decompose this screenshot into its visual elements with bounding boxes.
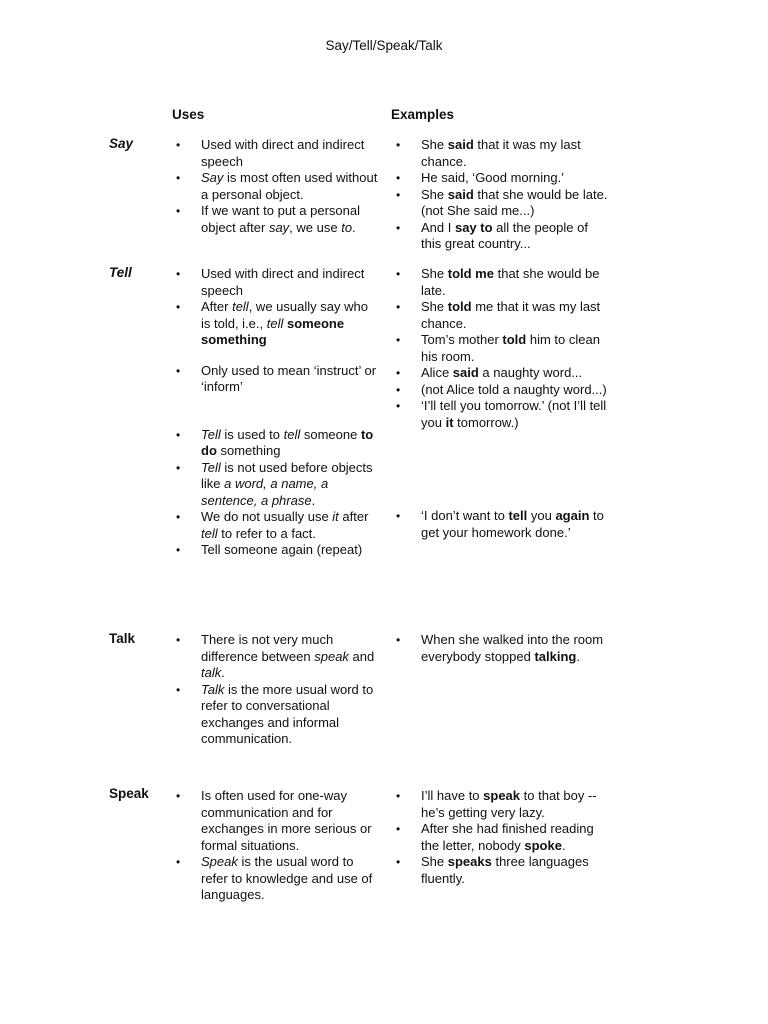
bullet-item [174, 299, 379, 349]
text-run: to refer to a fact. [217, 525, 316, 541]
say-examples-list [394, 137, 609, 253]
text-run: speaks [447, 854, 492, 869]
text-run: She [421, 137, 448, 152]
bullet-icon: • [396, 822, 401, 836]
header-examples: Examples [391, 107, 455, 122]
bullet-icon: • [176, 682, 181, 697]
bullet-item [394, 137, 609, 170]
text-run: someone something [201, 315, 345, 347]
text-run: that she would be late. (not She said me...) [421, 186, 608, 218]
speak-uses-list [174, 788, 379, 904]
text-run: is not used before objects like [201, 459, 373, 491]
text-run: someone [300, 426, 361, 442]
text-run: after [338, 509, 369, 524]
bullet-icon: • [176, 171, 181, 185]
bullet-icon: • [396, 366, 401, 380]
text-run: Say [201, 170, 224, 185]
bullet-item [394, 821, 609, 854]
bullet-item [174, 203, 379, 236]
text-run: to get your homework done.’ [421, 508, 604, 540]
text-run: told [502, 332, 527, 347]
text-run: ‘I’ll tell you tomorrow.’ (not I’ll tell you [421, 398, 607, 430]
text-run: said [447, 186, 474, 202]
text-run: told me [447, 266, 494, 281]
bullet-item [174, 632, 379, 682]
text-run: is most often used without a personal object. [201, 170, 378, 202]
text-run: said [452, 365, 479, 380]
bullet-icon: • [396, 382, 401, 397]
bullet-item [174, 788, 379, 854]
bullet-icon: • [176, 363, 181, 378]
text-run: Talk [201, 681, 225, 697]
text-run: After [201, 299, 233, 314]
page-title: Say/Tell/Speak/Talk [325, 38, 443, 53]
row-label-talk: Talk [109, 631, 136, 646]
text-run: Only used to mean ‘instruct’ or ‘inform’ [201, 362, 377, 394]
text-run: Tell [201, 459, 221, 475]
bullet-icon: • [176, 267, 181, 281]
text-run: She [421, 854, 448, 869]
bullet-item [394, 398, 609, 431]
text-run: say [268, 219, 290, 235]
bullet-item [174, 542, 379, 559]
bullet-item [394, 788, 609, 821]
text-run: I’ll have to [421, 788, 484, 803]
text-run: She [421, 299, 448, 314]
bullet-icon: • [176, 204, 181, 218]
text-run: Used with direct and indirect speech [201, 137, 365, 169]
text-run: to do [201, 426, 374, 458]
text-run: is used to [220, 426, 284, 442]
header-uses: Uses [172, 107, 205, 122]
text-run: And I [421, 219, 455, 235]
text-run: all the people of this great country... [421, 219, 588, 251]
bullet-icon: • [396, 267, 401, 281]
bullet-icon: • [176, 138, 181, 152]
bullet-item [394, 170, 609, 187]
text-run: She [421, 186, 448, 202]
text-run: a word, a name, a sentence, a phrase [201, 476, 329, 508]
row-label-tell: Tell [109, 265, 132, 280]
say-uses-list [174, 137, 379, 236]
bullet-icon: • [176, 633, 181, 647]
bullet-icon: • [396, 220, 401, 235]
text-run: . [576, 648, 580, 664]
text-run: say to [454, 219, 493, 235]
text-run: tell [508, 508, 528, 523]
text-run: , we use [289, 219, 342, 235]
bullet-icon: • [176, 543, 181, 557]
bullet-item [174, 266, 379, 299]
bullet-item [174, 170, 379, 203]
tell-examples-list [394, 266, 609, 541]
text-run: that she would be late. [421, 266, 600, 298]
text-run: again [555, 508, 590, 523]
text-run: . [221, 665, 225, 680]
bullet-icon: • [396, 187, 401, 202]
text-run: it [445, 414, 454, 430]
text-run: spoke [524, 837, 562, 853]
bullet-item [394, 220, 609, 253]
text-run: talk [201, 665, 222, 680]
text-run: ‘I don’t want to [421, 508, 509, 523]
text-run: , we usually say who is told, i.e., [201, 299, 368, 331]
bullet-item [174, 854, 379, 904]
bullet-icon: • [396, 399, 401, 413]
bullet-icon: • [176, 789, 181, 803]
bullet-item [394, 854, 609, 887]
talk-uses-list [174, 632, 379, 748]
bullet-item [174, 509, 379, 542]
text-run: me that it was my last chance. [421, 299, 601, 331]
bullet-item [394, 266, 609, 299]
row-label-speak: Speak [109, 786, 149, 801]
text-run: and [348, 648, 375, 664]
bullet-icon: • [396, 509, 401, 523]
text-run: three languages fluently. [421, 854, 589, 886]
text-run: that it was my last chance. [421, 137, 581, 169]
bullet-icon: • [396, 633, 401, 647]
bullet-item [174, 427, 379, 460]
text-run: (not Alice told a naughty word...) [421, 381, 607, 397]
text-run: Speak [201, 854, 238, 869]
text-run: If we want to put a personal object after [201, 203, 360, 235]
text-run: We do not usually use [201, 509, 333, 524]
bullet-icon: • [176, 460, 181, 475]
bullet-item [174, 682, 379, 748]
text-run: tell [201, 525, 218, 541]
bullet-icon: • [396, 300, 401, 314]
text-run: to that boy -- he’s getting very lazy. [421, 788, 597, 820]
text-run: a naughty word... [478, 365, 583, 380]
bullet-item [394, 632, 609, 665]
text-run: speak [483, 788, 521, 803]
text-run: Tom’s mother [421, 332, 503, 347]
text-run: it [332, 509, 339, 524]
text-run: . [352, 219, 356, 235]
text-run: . [561, 837, 566, 853]
text-run: tell [232, 299, 249, 314]
bullet-icon: • [396, 333, 401, 347]
bullet-item [394, 508, 609, 541]
bullet-icon: • [396, 789, 401, 803]
text-run: . [311, 492, 316, 508]
bullet-icon: • [176, 427, 181, 442]
text-run: speak [314, 648, 349, 664]
text-run: something [216, 443, 281, 458]
text-run: told [447, 299, 472, 314]
text-run: tell [283, 426, 301, 442]
text-run: is the more usual word to refer to conversational exchanges and informal communication. [201, 681, 374, 746]
bullet-item [174, 137, 379, 170]
bullet-item [174, 363, 379, 396]
bullet-item [394, 365, 609, 382]
bullet-icon: • [176, 510, 181, 524]
text-run: She [421, 266, 448, 281]
text-run: He said, ‘Good morning.’ [421, 170, 565, 185]
text-run: Alice [421, 365, 453, 380]
bullet-icon: • [396, 855, 401, 869]
bullet-item [394, 187, 609, 220]
bullet-item [394, 332, 609, 365]
text-run: you [527, 508, 556, 523]
bullet-item [394, 382, 609, 399]
bullet-icon: • [396, 138, 401, 152]
text-run: him to clean his room. [421, 332, 600, 364]
text-run: Tell someone again (repeat) [201, 542, 363, 557]
bullet-icon: • [176, 300, 181, 314]
text-run: to [341, 219, 353, 235]
tell-uses-list [174, 266, 379, 559]
talk-examples-list [394, 632, 609, 665]
text-run: When she walked into the room everybody stopped [421, 632, 604, 664]
bullet-item [394, 299, 609, 332]
text-run: said [447, 137, 474, 152]
text-run: There is not very much difference between [201, 632, 334, 664]
text-run: Is often used for one-way communication and for exchanges in more serious or formal situations. [201, 788, 372, 853]
text-run: talking [534, 648, 577, 664]
text-run: After she had finished reading the letter, nobody [421, 821, 594, 853]
text-run: tomorrow.) [453, 414, 519, 430]
bullet-item [174, 460, 379, 510]
text-run: Used with direct and indirect speech [201, 266, 365, 298]
speak-examples-list [394, 788, 609, 887]
text-run: tell [266, 315, 284, 331]
text-run: is the usual word to refer to knowledge and use of languages. [201, 854, 373, 902]
text-run: Tell [201, 426, 221, 442]
bullet-icon: • [396, 171, 401, 185]
bullet-icon: • [176, 855, 181, 869]
row-label-say: Say [109, 136, 134, 151]
